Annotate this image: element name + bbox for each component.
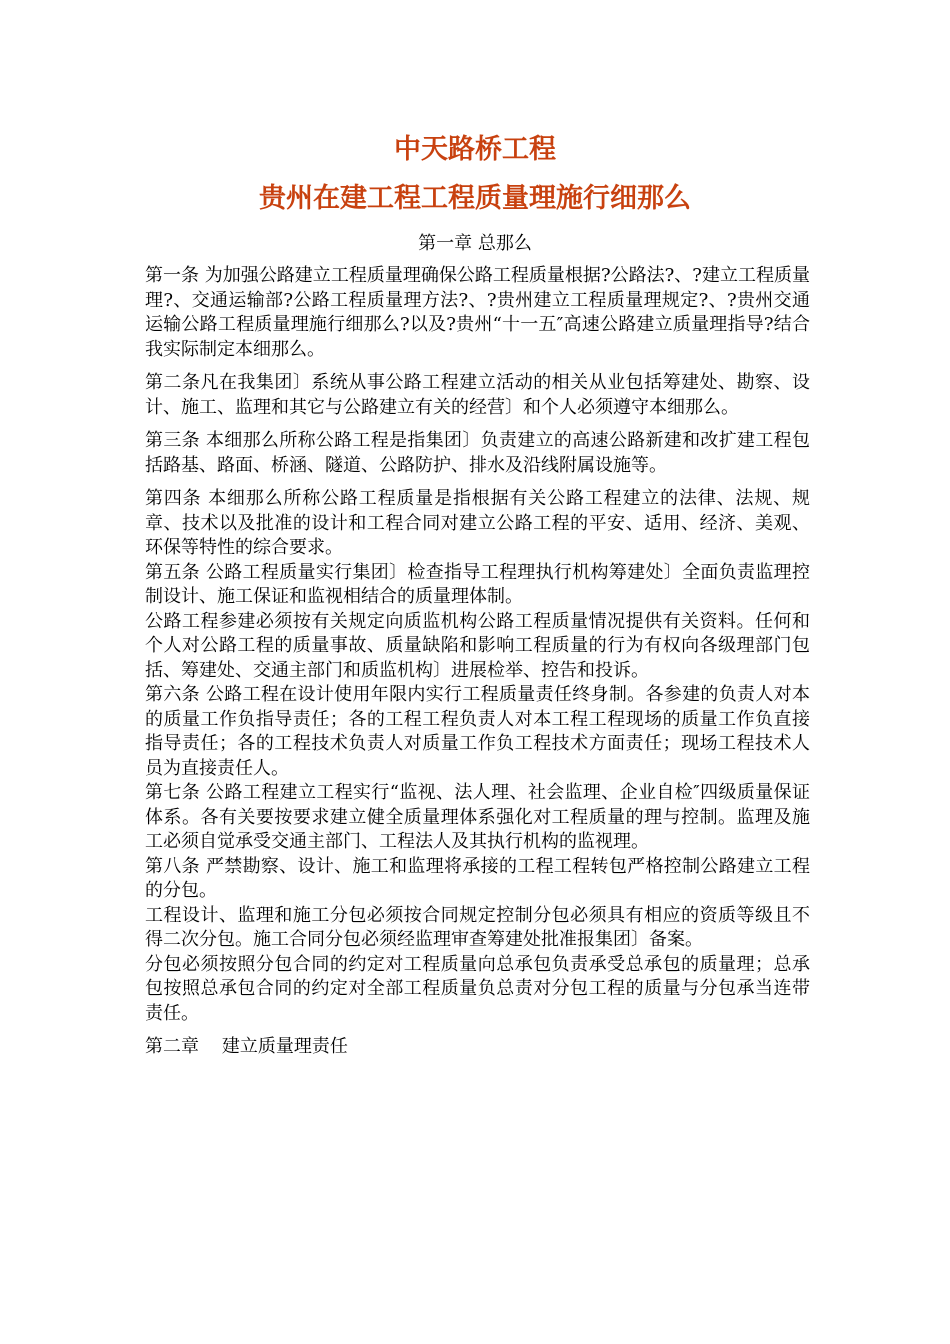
article-7: 第七条 公路工程建立工程实行“监视、法人理、社会监理、企业自检″四级质量保证体系。各有关要按要求建立健全质量理体系强化对工程质量的理与控制。监理及施工必须自觉承受交通主部门、工程法人及其执行机构的监视理。 bbox=[145, 782, 810, 852]
article-2: 第二条凡在我集团〕系统从事公路工程建立活动的相关从业包括筹建处、勘察、设计、施工、监理和其它与公路建立有关的经营〕和个人必须遵守本细那么。 bbox=[145, 372, 810, 418]
document-subtitle: 贵州在建工程工程质量理施行细那么 bbox=[259, 183, 691, 214]
article-8-clause-2: 分包必须按照分包合同的约定对工程质量向总承包负责承受总承包的质量理；总承包按照总承包合同的约定对全部工程质量负总责对分包工程的质量与分包承当连带责任。 bbox=[145, 953, 810, 1024]
document-body bbox=[145, 264, 810, 1060]
article-5-clause: 公路工程参建必须按有关规定向质监机构公路工程质量情况提供有关资料。任何和个人对公路工程的质量事故、质量缺陷和影响工程质量的行为有权向各级理部门包括、筹建处、交通主部门和质监机构〕进展检举、控告和投诉。 bbox=[145, 610, 810, 681]
article-8: 第八条 严禁勘察、设计、施工和监理将承接的工程工程转包严格控制公路建立工程的分包。 bbox=[145, 855, 810, 901]
chapter-heading-1: 第一章 总那么 bbox=[418, 233, 532, 254]
article-8-clause-1: 工程设计、监理和施工分包必须按合同规定控制分包必须具有相应的资质等级且不得二次分包。施工合同分包必须经监理审查筹建处批准报集团〕备案。 bbox=[145, 904, 810, 950]
article-5: 第五条 公路工程质量实行集团〕检查指导工程理执行机构筹建处〕全面负责监理控制设计、施工保证和监视相结合的质量理体制。 bbox=[145, 561, 810, 607]
article-3: 第三条 本细那么所称公路工程是指集团〕负责建立的高速公路新建和改扩建工程包括路基、路面、桥涵、隧道、公路防护、排水及沿线附属设施等。 bbox=[145, 430, 810, 476]
article-4: 第四条 本细那么所称公路工程质量是指根据有关公路工程建立的法律、法规、规章、技术以及批准的设计和工程合同对建立公路工程的平安、适用、经济、美观、环保等特性的综合要求。 bbox=[145, 488, 810, 558]
article-1: 第一条 为加强公路建立工程质量理确保公路工程质量根据?公路法?、?建立工程质量理?、交通运输部?公路工程质量理方法?、?贵州建立工程质量理规定?、?贵州交通运输公路工程质量理施行细那么?以及?贵州“十一五″高速公路建立质量理指导?结合我实际制定本细那么。 bbox=[145, 265, 810, 360]
article-6: 第六条 公路工程在设计使用年限内实行工程质量责任终身制。各参建的负责人对本的质量工作负指导责任；各的工程工程负责人对本工程工程现场的质量工作负直接指导责任；各的工程技术负责人对质量工作负工程技术方面责任；现场工程技术人员为直接责任人。 bbox=[145, 684, 810, 779]
document-title: 中天路桥工程 bbox=[394, 134, 556, 165]
chapter-heading-2: 第二章 建立质量理责任 bbox=[145, 1036, 348, 1057]
